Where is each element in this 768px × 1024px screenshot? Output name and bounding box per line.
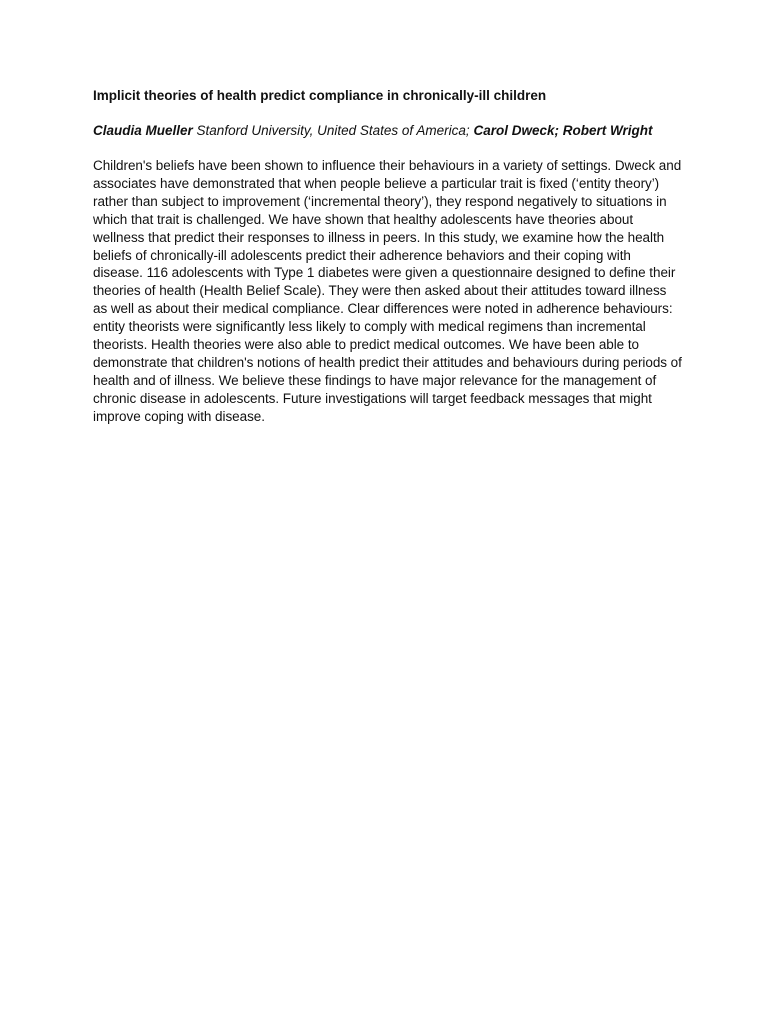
document-title: Implicit theories of health predict compliance in chronically-ill children	[93, 88, 547, 103]
document-page	[93, 87, 683, 426]
coauthor-names: Carol Dweck; Robert Wright	[473, 123, 653, 138]
first-author-name: Claudia Mueller	[93, 123, 193, 138]
abstract-text: Children's beliefs have been shown to influence their behaviours in a variety of settings. Dweck and associates have demonstrated that when people believe a particular trait is fixed (‘entity theory’) rather than subject to improvement (‘incremental theory’), they respond negatively to situations in which that trait is challenged. We have shown that healthy adolescents have theories about wellness that predict their responses to illness in peers. In this study, we examine how the health beliefs of chronically-ill adolescents predict their adherence behaviors and their coping with disease. 116 adolescents with Type 1 diabetes were given a questionnaire designed to define their theories of health (Health Belief Scale). They were then asked about their attitudes toward illness as well as about their medical compliance. Clear differences were noted in adherence behaviours: entity theorists were significantly less likely to comply with medical regimens than incremental theorists. Health theories were also able to predict medical outcomes. We have been able to demonstrate that children's notions of health predict their attitudes and behaviours during periods of health and of illness. We believe these findings to have major relevance for the management of chronic disease in adolescents. Future investigations will target feedback messages that might improve coping with disease.	[93, 158, 682, 424]
author-separator: ;	[465, 123, 470, 138]
author-line	[93, 122, 683, 140]
first-author-affiliation: Stanford University, United States of America	[196, 123, 466, 138]
